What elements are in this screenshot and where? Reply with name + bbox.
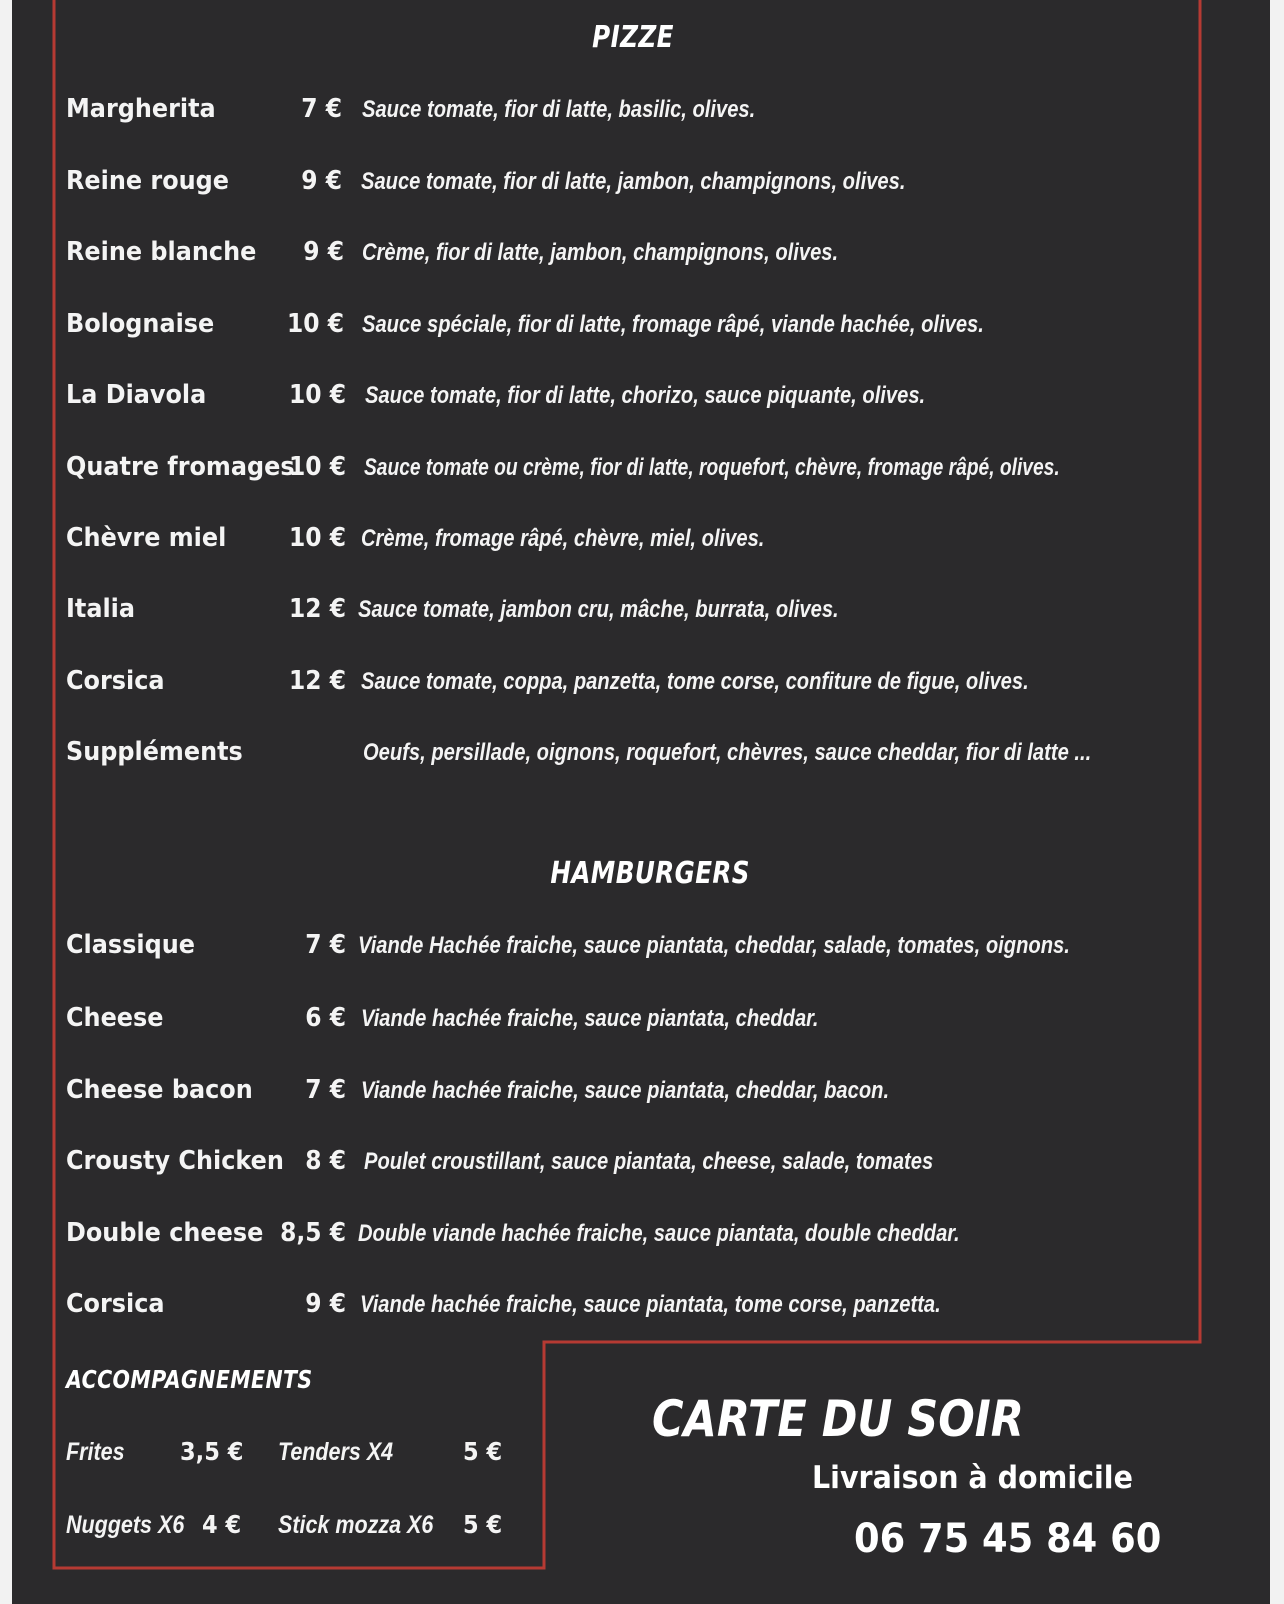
item-name: Suppléments	[66, 737, 243, 767]
item-description: Sauce tomate, fior di latte, chorizo, sauce piquante, olives.	[365, 382, 926, 409]
item-name: Quatre fromages	[66, 452, 295, 482]
item-description: Sauce tomate, fior di latte, jambon, champignons, olives.	[361, 168, 906, 195]
item-name: La Diavola	[66, 380, 207, 410]
phone-number: 06 75 45 84 60	[854, 1516, 1162, 1562]
item-price: 7 €	[301, 94, 342, 124]
item-name: Cheese bacon	[66, 1075, 253, 1105]
item-name: Double cheese	[66, 1218, 264, 1248]
item-price: 9 €	[301, 166, 342, 196]
item-description: Crème, fior di latte, jambon, champignons, olives.	[362, 239, 839, 266]
side-name: Stick mozza X6	[278, 1511, 434, 1539]
item-name: Reine rouge	[66, 166, 230, 196]
hamburgers-title: HAMBURGERS	[550, 856, 750, 891]
item-description: Sauce spéciale, fior di latte, fromage râpé, viande hachée, olives.	[362, 311, 984, 338]
item-name: Corsica	[66, 666, 165, 696]
item-name: Chèvre miel	[66, 523, 227, 553]
side-price: 4 €	[202, 1510, 242, 1539]
item-price: 7 €	[305, 930, 346, 960]
item-price: 9 €	[303, 237, 344, 267]
item-description: Viande hachée fraiche, sauce piantata, tome corse, panzetta.	[360, 1291, 941, 1318]
side-name: Tenders X4	[278, 1438, 394, 1466]
pizze-title: PIZZE	[592, 20, 674, 55]
item-description: Sauce tomate ou crème, fior di latte, roquefort, chèvre, fromage râpé, olives.	[364, 454, 1060, 481]
item-description: Viande Hachée fraiche, sauce piantata, cheddar, salade, tomates, oignons.	[358, 932, 1070, 959]
item-price: 10 €	[287, 309, 344, 339]
side-name: Nuggets X6	[66, 1511, 185, 1539]
item-description: Viande hachée fraiche, sauce piantata, cheddar, bacon.	[361, 1077, 890, 1104]
item-price: 8,5 €	[280, 1218, 346, 1248]
accompagnements-title: ACCOMPAGNEMENTS	[66, 1365, 313, 1394]
item-description: Crème, fromage râpé, chèvre, miel, olives.	[361, 525, 765, 552]
item-description: Sauce tomate, jambon cru, mâche, burrata, olives.	[358, 596, 839, 623]
item-description: Sauce tomate, fior di latte, basilic, olives.	[362, 96, 756, 123]
carte-du-soir-title: CARTE DU SOIR	[652, 1390, 1024, 1448]
side-price: 5 €	[463, 1510, 503, 1539]
item-name: Corsica	[66, 1289, 165, 1319]
item-price: 10 €	[289, 523, 346, 553]
item-name: Bolognaise	[66, 309, 215, 339]
item-description: Oeufs, persillade, oignons, roquefort, chèvres, sauce cheddar, fior di latte ...	[363, 739, 1092, 766]
item-price: 12 €	[289, 594, 346, 624]
item-description: Double viande hachée fraiche, sauce piantata, double cheddar.	[358, 1220, 960, 1247]
item-price: 10 €	[289, 452, 346, 482]
side-name: Frites	[66, 1438, 125, 1466]
item-price: 9 €	[305, 1289, 346, 1319]
item-price: 10 €	[289, 380, 346, 410]
item-name: Italia	[66, 594, 136, 624]
item-name: Reine blanche	[66, 237, 257, 267]
delivery-text: Livraison à domicile	[812, 1460, 1133, 1496]
item-description: Poulet croustillant, sauce piantata, cheese, salade, tomates	[364, 1148, 934, 1175]
item-price: 6 €	[305, 1003, 346, 1033]
item-name: Crousty Chicken	[66, 1146, 284, 1176]
side-price: 3,5 €	[180, 1437, 244, 1466]
item-description: Viande hachée fraiche, sauce piantata, cheddar.	[361, 1005, 819, 1032]
item-price: 7 €	[305, 1075, 346, 1105]
menu-board	[12, 0, 1270, 1604]
item-name: Cheese	[66, 1003, 164, 1033]
side-price: 5 €	[463, 1437, 503, 1466]
item-description: Sauce tomate, coppa, panzetta, tome corse, confiture de figue, olives.	[361, 668, 1029, 695]
item-price: 8 €	[305, 1146, 346, 1176]
item-name: Margherita	[66, 94, 216, 124]
item-price: 12 €	[289, 666, 346, 696]
item-name: Classique	[66, 930, 195, 960]
